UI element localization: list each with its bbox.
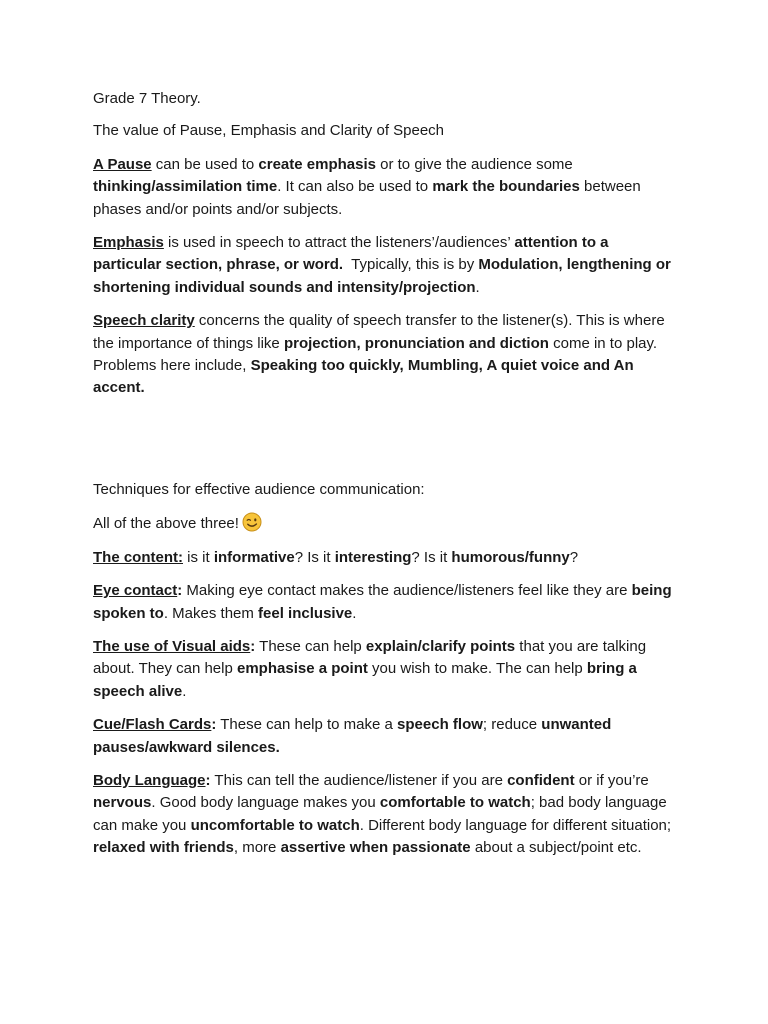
pause-text-1: can be used to [151, 155, 259, 173]
body-language-colon: : [205, 771, 211, 789]
all-above-line [93, 512, 678, 535]
document-subtitle: The value of Pause, Emphasis and Clarity of Speech [93, 122, 445, 140]
eye-contact-colon: : [177, 582, 183, 600]
body-language-bold-5: relaxed with friends [93, 839, 234, 857]
content-bold-1: informative [213, 548, 295, 566]
emphasis-bold-1: attention to a particular section, phrase, or word. [93, 234, 609, 274]
clarity-term: Speech clarity [93, 312, 195, 330]
emphasis-text-1: is used in speech to attract the listeners’/audiences’ [163, 234, 515, 252]
cue-cards-paragraph [93, 714, 678, 759]
visual-aids-paragraph [93, 636, 678, 703]
emphasis-text-3: . [475, 278, 480, 296]
visual-aids-bold-3: bring a speech alive [93, 660, 637, 700]
cue-cards-bold-1: speech flow [397, 716, 483, 734]
eye-contact-bold-1: being spoken to [93, 582, 672, 622]
pause-paragraph [93, 154, 678, 221]
body-language-bold-6: assertive when passionate [280, 839, 471, 857]
cue-cards-colon: : [211, 716, 217, 734]
emphasis-paragraph [93, 232, 678, 299]
content-term: The content: [93, 548, 183, 566]
visual-aids-colon: : [250, 637, 256, 655]
eye-contact-text-3: . [352, 604, 357, 622]
content-text-2: ? Is it [294, 548, 335, 566]
visual-aids-term: The use of Visual aids [93, 637, 251, 655]
pause-bold-1: create emphasis [258, 155, 376, 173]
document-heading: Grade 7 Theory. [93, 90, 201, 107]
body-language-text-2: or if you’re [574, 771, 649, 789]
all-above-text: All of the above three! [93, 515, 239, 533]
emphasis-bold-2: Modulation, lengthening or shortening individual sounds and intensity/projection [93, 256, 671, 296]
pause-bold-3: mark the boundaries [432, 178, 580, 196]
content-text-1: is it [183, 548, 214, 566]
body-language-bold-4: uncomfortable to watch [190, 816, 360, 834]
eye-contact-text-1: Making eye contact makes the audience/listeners feel like they are [182, 582, 632, 600]
visual-aids-text-2: that you are talking about. They can help [93, 637, 647, 678]
cue-cards-text-1: These can help to make a [216, 716, 398, 734]
clarity-bold-2: Speaking too quickly, Mumbling, A quiet voice and An accent. [93, 357, 634, 397]
section-spacer [93, 411, 678, 479]
eye-contact-paragraph [93, 580, 678, 625]
body-language-term: Body Language [93, 771, 206, 789]
pause-text-3: . It can also be used to [277, 178, 433, 196]
visual-aids-bold-1: explain/clarify points [365, 637, 516, 655]
clarity-bold-1: projection, pronunciation and diction [283, 334, 549, 352]
cue-cards-term: Cue/Flash Cards [93, 716, 212, 734]
cue-cards-bold-2: unwanted pauses/awkward silences. [93, 716, 612, 756]
body-language-paragraph [93, 770, 678, 860]
body-language-text-1: This can tell the audience/listener if you are [210, 771, 508, 789]
content-paragraph [93, 547, 678, 569]
visual-aids-text-1: These can help [255, 637, 366, 655]
body-language-bold-2: nervous [93, 794, 152, 812]
emphasis-term: Emphasis [93, 234, 164, 252]
clarity-text-1: concerns the quality of speech transfer to the listener(s). This is where the importance of things like [93, 312, 665, 352]
clarity-paragraph [93, 310, 678, 400]
body-language-text-4: ; bad body language can make you [93, 794, 667, 834]
pause-term: A Pause [93, 155, 152, 173]
eye-contact-text-2: . Makes them [163, 604, 259, 622]
content-bold-3: humorous/funny [451, 548, 570, 566]
pause-text-4: between phases and/or points and/or subjects. [93, 178, 641, 218]
content-text-3: ? Is it [411, 548, 452, 566]
winking-face-icon [242, 512, 262, 532]
body-language-bold-1: confident [507, 771, 575, 789]
body-language-text-5: . Different body language for different situation; [359, 816, 672, 834]
pause-text-2: or to give the audience some [375, 155, 573, 173]
visual-aids-text-3: you wish to make. The can help [367, 660, 587, 678]
content-text-4: ? [569, 548, 579, 566]
clarity-text-2: come in to play. Problems here include, [93, 334, 658, 375]
body-language-text-3: . Good body language makes you [151, 794, 380, 812]
body-language-bold-3: comfortable to watch [379, 794, 531, 812]
pause-bold-2: thinking/assimilation time [93, 178, 278, 196]
content-bold-2: interesting [334, 548, 412, 566]
body-language-text-7: about a subject/point etc. [470, 839, 642, 857]
document-page [93, 88, 678, 871]
cue-cards-text-2: ; reduce [482, 716, 542, 734]
techniques-heading: Techniques for effective audience communication: [93, 480, 425, 498]
visual-aids-text-4: . [182, 682, 187, 700]
visual-aids-bold-2: emphasise a point [237, 660, 368, 678]
eye-contact-term: Eye contact [93, 582, 178, 600]
eye-contact-bold-2: feel inclusive [258, 604, 353, 622]
emphasis-text-2: Typically, this is by [343, 256, 479, 274]
body-language-text-6: , more [233, 839, 281, 857]
